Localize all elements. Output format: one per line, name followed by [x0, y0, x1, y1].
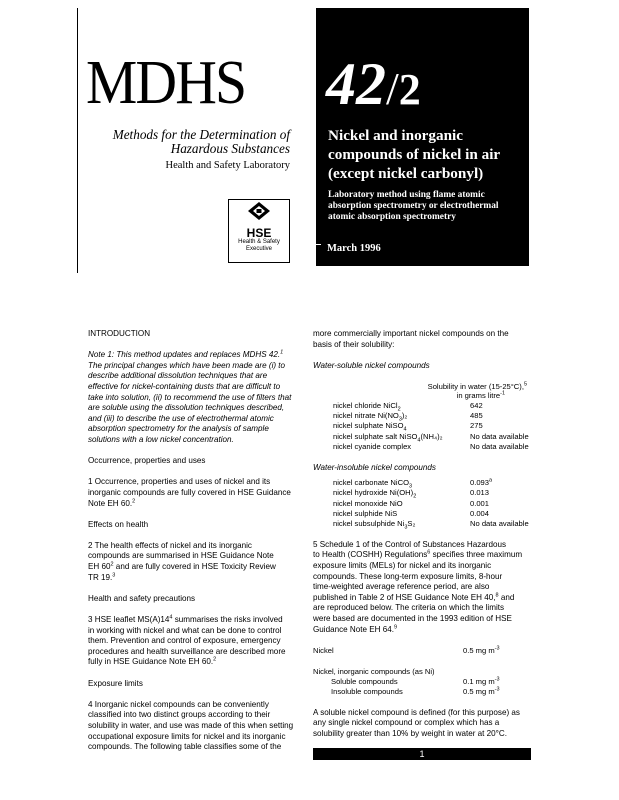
text-line: time-weighted average reference period, are also — [313, 582, 490, 592]
text-span: 642 — [470, 400, 483, 410]
text-span: nickel subsulphide Ni — [333, 518, 405, 528]
text-span: nickel carbonate NiCO — [333, 478, 409, 488]
text-line — [88, 657, 296, 668]
masthead-rule — [77, 8, 78, 273]
text-line: occupational exposure limits for nickel and its inorganic — [88, 731, 286, 741]
limit-substance: Insoluble compounds — [331, 686, 403, 696]
text-line: and (iii) to describe the use of electrothermal atomic — [88, 413, 274, 423]
text-line: solubility greater than 10% by weight in water at 20°C. — [313, 728, 507, 738]
text-span: nickel nitrate Ni(NO — [333, 411, 399, 421]
text-span: nickel chloride NiCl — [333, 400, 398, 410]
text-line: basis of their solubility: — [313, 339, 395, 349]
compound-solubility — [470, 509, 529, 519]
text-span: nickel sulphate NiSO — [333, 421, 404, 431]
laboratory-name: Health and Safety Laboratory — [165, 160, 290, 171]
text-span: in grams litre — [456, 391, 501, 401]
reference-mark: 4 — [169, 614, 173, 621]
method-revision: 2 — [398, 65, 421, 114]
text-span: 0.5 mg m — [463, 686, 495, 696]
text-line — [88, 615, 296, 626]
text-span: (NH₄)₂ — [420, 431, 443, 441]
series-description — [96, 128, 290, 156]
text-span: No data available — [470, 518, 529, 528]
text-span: Note EH 60. — [88, 498, 133, 508]
text-span: EH 60 — [88, 562, 111, 572]
document-subtitle-line: atomic absorption spectrometry — [328, 212, 456, 222]
compound-name — [313, 442, 470, 452]
compound-solubility — [470, 442, 529, 452]
method-number — [326, 51, 421, 120]
formula-subscript: 4 — [403, 426, 407, 433]
text-span: TR 19. — [88, 572, 113, 582]
limit-substance: Nickel — [313, 645, 334, 655]
text-span: specifies three maximum — [430, 550, 523, 560]
limit-group-label: Nickel, inorganic compounds (as Ni) — [313, 666, 435, 676]
text-span: and are fully covered in HSE Toxicity Review — [113, 562, 276, 572]
compound-row — [313, 432, 529, 442]
text-span: nickel monoxide NiO — [333, 498, 403, 508]
unit-exponent: -3 — [494, 645, 500, 652]
compound-solubility — [470, 488, 529, 498]
text-span: 275 — [470, 421, 483, 431]
compound-solubility — [470, 401, 529, 411]
text-line: them. Prevention and control of exposure, emergency — [88, 636, 281, 646]
text-line: 5 Schedule 1 of the Control of Substances Hazardous — [313, 539, 507, 549]
text-span: nickel sulphate salt NiSO — [333, 431, 418, 441]
limit-row-group — [313, 667, 500, 677]
reference-mark: 3 — [112, 571, 116, 578]
compound-solubility — [470, 478, 529, 488]
text-span: published in Table 2 of HSE Guidance Note EH 40, — [313, 592, 496, 602]
compound-solubility — [470, 432, 529, 442]
text-line — [313, 550, 533, 561]
compound-solubility — [470, 421, 529, 431]
text-span: 0.5 mg m — [463, 645, 495, 655]
text-span: nickel cyanide complex — [333, 441, 412, 451]
text-line: compounds. These long-term exposure limits, 8-hour — [313, 571, 503, 581]
limit-row-soluble — [313, 677, 500, 687]
text-line: more commercially important nickel compounds on the — [313, 329, 509, 338]
text-span: Solubility in water (15-25°C), — [427, 381, 524, 391]
text-line: absorption spectrometry for the analysis of sample — [88, 424, 269, 434]
compound-row — [313, 499, 529, 509]
paragraph-5 — [313, 540, 533, 635]
paragraph-6 — [313, 708, 533, 740]
compound-row — [313, 411, 529, 421]
text-line: procedures and health surveillance are described more — [88, 646, 286, 656]
text-line: exposure limits (MELs) for nickel and its inorganic — [313, 560, 492, 570]
text-span: 0.1 mg m — [463, 676, 495, 686]
formula-subscript: 4 — [417, 437, 421, 444]
series-description-line: Hazardous Substances — [170, 141, 290, 156]
limit-value — [463, 677, 500, 687]
insoluble-compounds-body — [313, 478, 529, 529]
paragraph-4 — [88, 700, 296, 753]
document-title-line: compounds of nickel in air — [328, 146, 501, 163]
section-heading-health-safety: Health and safety precautions — [88, 593, 196, 603]
text-line: are reproduced below. The criteria on which the limits — [313, 603, 505, 613]
paragraph-1 — [88, 477, 296, 509]
exposure-limits-table — [313, 646, 500, 697]
reference-mark: 2 — [110, 561, 114, 568]
solubility-column-header — [313, 382, 533, 401]
logo-name: HSE — [246, 226, 272, 240]
text-line — [313, 593, 533, 604]
limit-row-insoluble — [313, 687, 500, 697]
text-line: 2 The health effects of nickel and its inorganic — [88, 540, 252, 550]
reference-mark: 1 — [280, 349, 284, 356]
method-number-separator: / — [386, 63, 399, 114]
text-span: No data available — [470, 431, 529, 441]
formula-subscript: 3 — [398, 416, 402, 423]
date-marker — [316, 244, 321, 245]
reference-mark: 5 — [523, 381, 527, 388]
compound-row — [313, 421, 529, 431]
text-line: in working with nickel and what can be done to control — [88, 625, 282, 635]
text-span: S₂ — [407, 518, 416, 528]
text-line: solubility in water, and use was made of this when setting — [88, 720, 294, 730]
reference-mark: a — [489, 477, 493, 484]
text-span: to Health (COSHH) Regulations — [313, 550, 428, 560]
text-line: effective for nickel-containing dusts that are difficult to — [88, 381, 281, 391]
document-subtitle-line: absorption spectrometry or electrothermal — [328, 201, 499, 211]
text-line: A soluble nickel compound is defined (for this purpose) as — [313, 707, 520, 717]
compound-name — [313, 401, 470, 411]
formula-subscript: 2 — [397, 406, 401, 413]
text-span: Note 1: This method updates and replaces MDHS 42. — [88, 350, 281, 360]
reference-mark: 9 — [394, 623, 398, 630]
soluble-compounds-body — [313, 401, 529, 452]
text-span: No data available — [470, 441, 529, 451]
text-span: summarises the risks involved — [172, 615, 283, 625]
text-span: 0.001 — [470, 498, 490, 508]
text-line: are soluble using the dissolution techniques described, — [88, 403, 285, 413]
limit-value — [463, 687, 500, 697]
text-line: inorganic compounds are fully covered in HSE Guidance — [88, 487, 291, 497]
table-heading-water-soluble: Water-soluble nickel compounds — [313, 360, 430, 370]
table-heading-water-insoluble: Water-insoluble nickel compounds — [313, 462, 436, 472]
section-heading-occurrence: Occurrence, properties and uses — [88, 456, 206, 466]
text-span: fully in HSE Guidance Note EH 60. — [88, 657, 214, 667]
text-line: were based are documented in the 1993 edition of HSE — [313, 613, 512, 623]
formula-subscript: 3 — [404, 524, 408, 531]
text-line: The principal changes which have been made are (i) to — [88, 360, 286, 370]
reference-mark: 8 — [495, 592, 499, 599]
text-span: 485 — [470, 411, 483, 421]
text-line: classified into two distinct groups according to their — [88, 710, 271, 720]
text-span: )₂ — [401, 411, 408, 421]
text-line: describe additional dissolution techniques that are — [88, 371, 268, 381]
section-heading-introduction: INTRODUCTION — [88, 329, 151, 338]
compound-name — [313, 411, 470, 421]
formula-subscript: 3 — [408, 483, 413, 490]
document-subtitle — [328, 190, 524, 223]
compound-name — [313, 421, 470, 431]
text-line: any single nickel compound or complex which has a — [313, 718, 500, 728]
text-span: 0.093 — [470, 478, 490, 488]
compound-row — [313, 488, 529, 498]
unit-exponent: -1 — [500, 390, 505, 397]
text-line — [88, 562, 296, 573]
document-title-line: Nickel and inorganic — [328, 127, 464, 144]
compound-row — [313, 519, 529, 529]
page-number: 1 — [419, 749, 425, 759]
text-line — [313, 391, 527, 401]
compound-name — [313, 509, 470, 519]
text-span: 3 HSE leaflet MS(A)14 — [88, 615, 170, 625]
logo-subtitle — [228, 239, 290, 253]
reference-mark: 6 — [427, 549, 431, 556]
compound-row — [313, 478, 529, 488]
compound-name — [313, 499, 470, 509]
series-description-line: Methods for the Determination of — [112, 127, 290, 142]
compound-row — [313, 509, 529, 519]
document-title-line: (except nickel carbonyl) — [328, 165, 484, 182]
compound-solubility — [470, 519, 529, 529]
limit-value — [463, 646, 500, 656]
section-heading-health-effects: Effects on health — [88, 519, 149, 529]
logo-subtitle-line: Health & Safety — [238, 239, 280, 245]
unit-exponent: -3 — [494, 676, 500, 683]
document-title — [328, 126, 524, 183]
text-span: and — [498, 592, 515, 602]
left-column — [88, 329, 296, 753]
text-line: 1 Occurrence, properties and uses of nickel and its — [88, 477, 271, 487]
paragraph-3 — [88, 615, 296, 668]
text-line: take into solution, (ii) to recommend the use of filters that — [88, 392, 292, 402]
text-line — [88, 573, 296, 584]
text-span: nickel sulphide NiS — [333, 508, 398, 518]
limit-row-nickel — [313, 646, 500, 656]
logo-subtitle-line: Executive — [245, 246, 272, 252]
text-line — [88, 499, 296, 510]
section-heading-exposure-limits: Exposure limits — [88, 678, 143, 688]
compound-row — [313, 442, 529, 452]
limit-substance: Soluble compounds — [331, 676, 398, 686]
text-span: 0.004 — [470, 508, 490, 518]
text-line: compounds are summarised in HSE Guidance Note — [88, 551, 274, 561]
series-title: MDHS — [86, 49, 246, 117]
method-number-main: 42 — [326, 51, 386, 117]
compound-name — [313, 432, 470, 442]
text-line: solutions with a low nickel concentration. — [88, 434, 234, 444]
text-line — [88, 350, 296, 361]
compound-name — [313, 488, 470, 498]
text-span: Guidance Note EH 64. — [313, 624, 394, 634]
text-line: 4 Inorganic nickel compounds can be conveniently — [88, 699, 269, 709]
text-line: compounds. The following table classifies some of the — [88, 742, 282, 752]
right-column — [313, 329, 533, 740]
paragraph-2 — [88, 541, 296, 583]
compound-row — [313, 401, 529, 411]
insoluble-compounds-table — [313, 478, 529, 529]
soluble-compounds-table — [313, 401, 529, 452]
text-line — [313, 625, 533, 636]
text-span: 0.013 — [470, 488, 490, 498]
unit-exponent: -3 — [494, 686, 500, 693]
reference-mark: 2 — [132, 497, 136, 504]
note-paragraph — [88, 350, 296, 445]
reference-mark: 2 — [213, 656, 217, 663]
formula-subscript: 2 — [413, 493, 417, 500]
text-span: nickel hydroxide Ni(OH) — [333, 488, 414, 498]
compound-solubility — [470, 411, 529, 421]
document-subtitle-line: Laboratory method using flame atomic — [328, 190, 485, 200]
publication-date: March 1996 — [327, 243, 381, 254]
compound-name — [313, 519, 470, 529]
compound-name — [313, 478, 470, 488]
compound-solubility — [470, 499, 529, 509]
